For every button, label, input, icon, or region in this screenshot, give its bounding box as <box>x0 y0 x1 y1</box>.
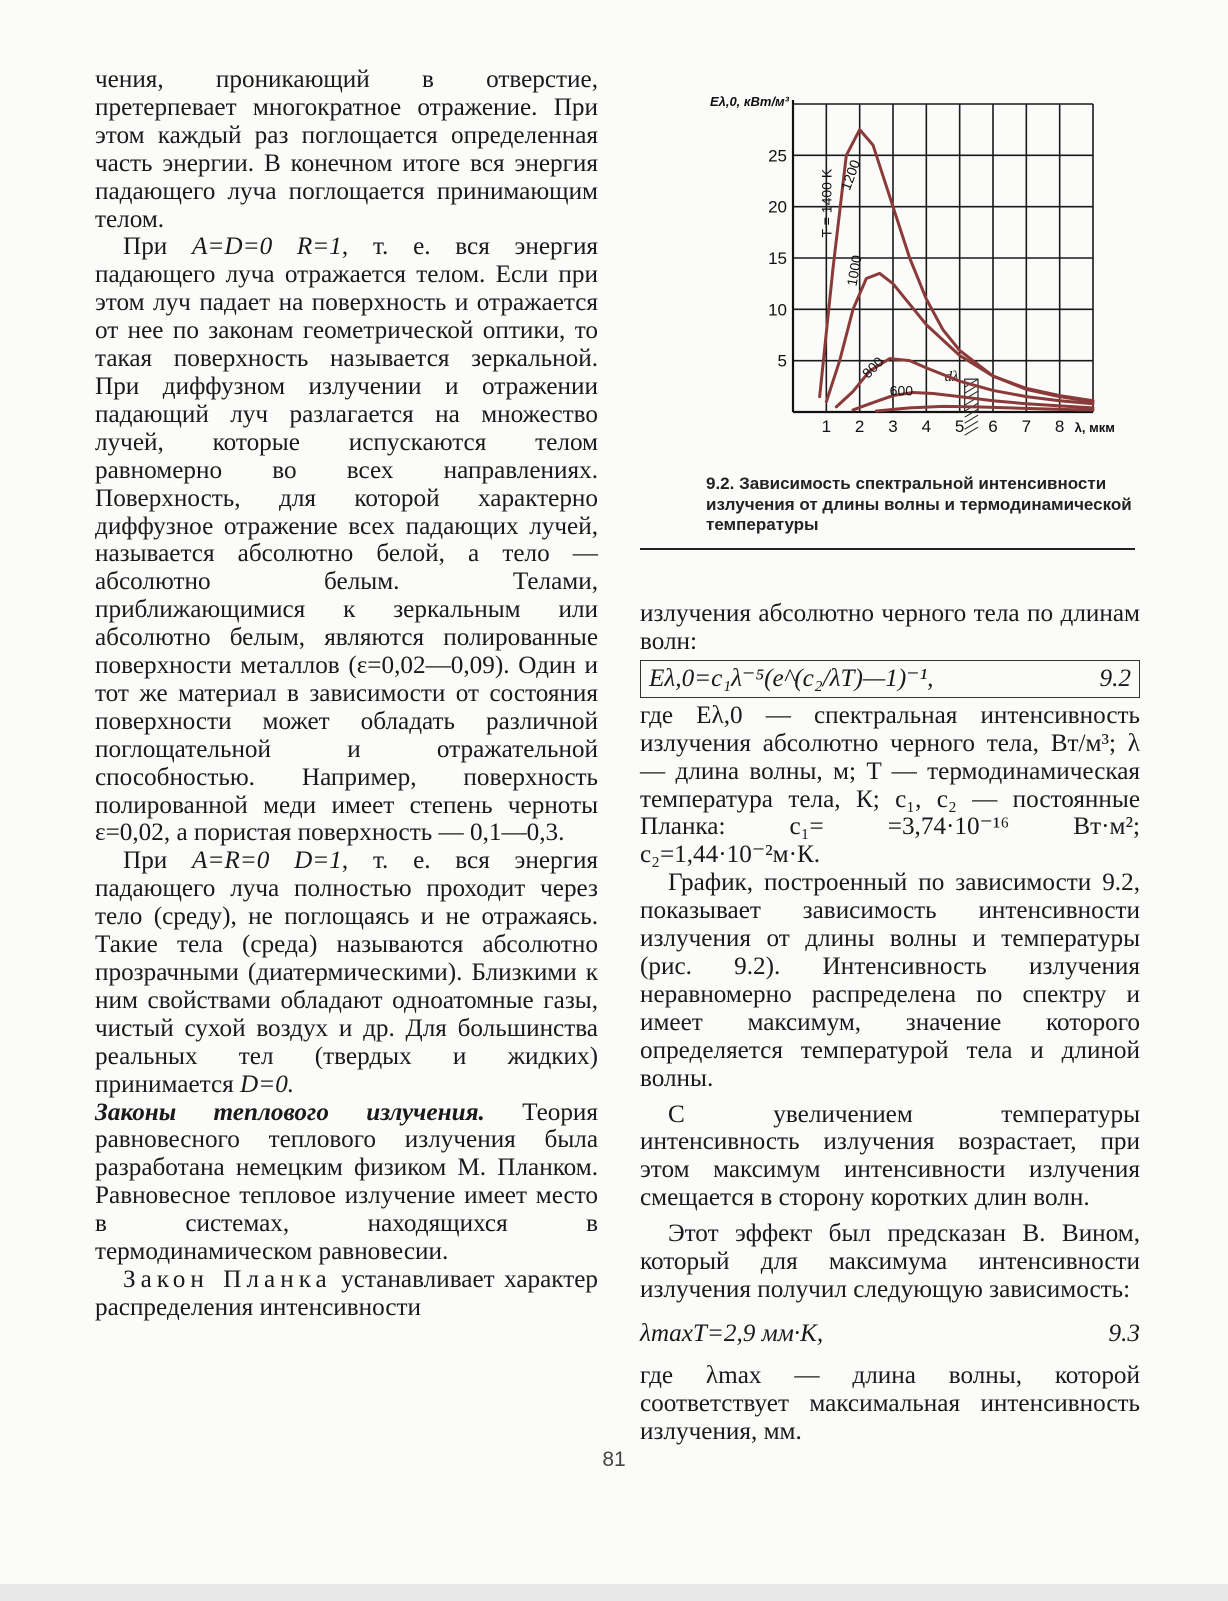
condition-formula: A=R=0 D=1 <box>192 847 342 875</box>
series-label: 600 <box>889 382 914 399</box>
y-tick-label: 25 <box>768 146 787 166</box>
y-axis-label: Eλ,0, кВт/м³ <box>709 94 789 109</box>
paragraph-graph: График, построенный по зависимости 9.2, показывает зависимость интенсивности излучения от длины волны и температуры (рис. 9.2). Интенсивность излучения неравномерно распределена по спектру и имеет максимум, значение которого определяется температурой тела и длиной волны. <box>640 869 1140 1092</box>
text-fragment: При <box>123 847 193 875</box>
x-tick-label: 2 <box>854 417 865 436</box>
text-fragment: устанавливает характер распределения интенсивности <box>95 1265 598 1321</box>
text-fragment: Теория равновесного теплового излучения была разработана немецким физиком М. Планком. Равновесное тепловое излучение имеет место в системах, находящихся в термодинамическом равновесии. <box>95 1098 598 1266</box>
x-tick-label: 8 <box>1054 417 1065 436</box>
condition-formula: A=D=0 R=1 <box>192 233 342 261</box>
scan-edge <box>0 1584 1228 1601</box>
x-tick-label: 1 <box>821 417 832 436</box>
series-label: T = 1400 K <box>818 168 835 238</box>
y-tick-label: 5 <box>777 351 787 371</box>
law-name: Закон Планка <box>123 1265 332 1293</box>
text-fragment: , т. е. вся энергия падающего луча отражается телом. Если при этом луч падает на поверхность и отражается от нее по законам геометрической оптики, то такая поверхность называется зеркальной. При диффузном излучении и отражении падающий луч разлагается на множество лучей, которые испускаются телом равномерно во всех направлениях. Поверхность, для которой характерно диффузное отражение всех падающих лучей, называется абсолютно белой, а тело — абсолютно белым. Телами, приближающимися к зеркальным или абсолютно белым, являются полированные поверхности металлов (ε=0,02—0,09). Один и тот же материал в зависимости от состояния поверхности может обладать различной поглощательной и отражательной способностью. Например, поверхность полированной меди имеет степень черноты ε=0,02, а пористая поверхность — 0,1—0,3. <box>95 233 599 847</box>
formula-text: Eλ,0=c₁λ⁻⁵(e^(c₂/λT)—1)⁻¹, <box>649 664 934 692</box>
divider <box>640 548 1135 550</box>
paragraph-transparency <box>95 847 598 1098</box>
x-tick-label: 3 <box>888 417 898 436</box>
paragraph-temperature: С увеличением температуры интенсивность излучения возрастает, при этом максимум интенсивности излучения смещается в сторону коротких длин волн. <box>640 1100 1140 1212</box>
paragraph-wien: Этот эффект был предсказан В. Вином, который для максимума интенсивности излучения получил следующую зависимость: <box>640 1220 1140 1303</box>
formula-planck <box>640 660 1140 698</box>
left-column <box>95 66 598 1322</box>
paragraph-reflection <box>95 233 598 847</box>
paragraph-lambda-max: где λmax — длина волны, которой соответствует максимальная интенсивность излучения, мм. <box>640 1361 1140 1445</box>
condition-formula: D=0. <box>240 1070 295 1098</box>
annotation-d-lambda: dλ <box>944 369 959 386</box>
series-label: 1200 <box>837 157 864 193</box>
text-fragment: При <box>123 233 193 261</box>
y-tick-label: 10 <box>768 300 787 320</box>
text-fragment: , т. е. вся энергия падающего луча полностью проходит через тело (среду), не поглощаясь и не отражаясь. Такие тела (среда) называются абсолютно прозрачными (диатермическими). Близкими к ним свойствами обладают одноатомные газы, чистый сухой воздух и др. Для большинства реальных тел (твердых и жидких) принимается <box>95 847 599 1098</box>
x-axis-label: λ, мкм <box>1074 420 1115 435</box>
paragraph-planck <box>95 1266 598 1322</box>
x-tick-label: 5 <box>954 417 965 436</box>
page-number: 81 <box>602 1448 626 1471</box>
series-label: 1000 <box>843 253 865 288</box>
paragraph-intro: излучения абсолютно черного тела по длинам волн: <box>640 600 1140 655</box>
y-tick-label: 15 <box>768 249 787 268</box>
x-tick-label: 7 <box>1021 417 1032 436</box>
paragraph-laws <box>95 1099 598 1266</box>
formula-text: λmaxT=2,9 мм·К, <box>640 1319 824 1347</box>
y-tick-label: 20 <box>768 197 787 217</box>
formula-wien <box>640 1320 1140 1348</box>
right-column <box>640 600 1140 1445</box>
equation-number: 9.3 <box>1108 1319 1140 1347</box>
x-tick-label: 4 <box>921 417 932 436</box>
series-label: 800 <box>858 353 887 382</box>
x-tick-label: 6 <box>988 417 998 436</box>
figure-caption: 9.2. Зависимость спектральной интенсивности излучения от длины волны и термодинамической температуры <box>706 474 1132 534</box>
section-heading: Законы теплового излучения. <box>95 1098 485 1126</box>
paragraph-absorption: чения, проникающий в отверстие, претерпевает многократное отражение. При этом каждый раз поглощается определенная часть энергии. В конечном итоге вся энергия падающего луча поглощается принимающим телом. <box>95 66 598 233</box>
equation-number: 9.2 <box>1099 664 1131 692</box>
paragraph-where: где Eλ,0 — спектральная интенсивность излучения абсолютно черного тела, Вт/м³; λ — длина волны, м; T — термодинамическая температура тела, К; c₁, c₂ — постоянные Планка: c₁= =3,74·10⁻¹⁶ Вт·м²; c₂=1,44·10⁻²м·К. <box>640 701 1140 869</box>
chart <box>700 92 1120 452</box>
